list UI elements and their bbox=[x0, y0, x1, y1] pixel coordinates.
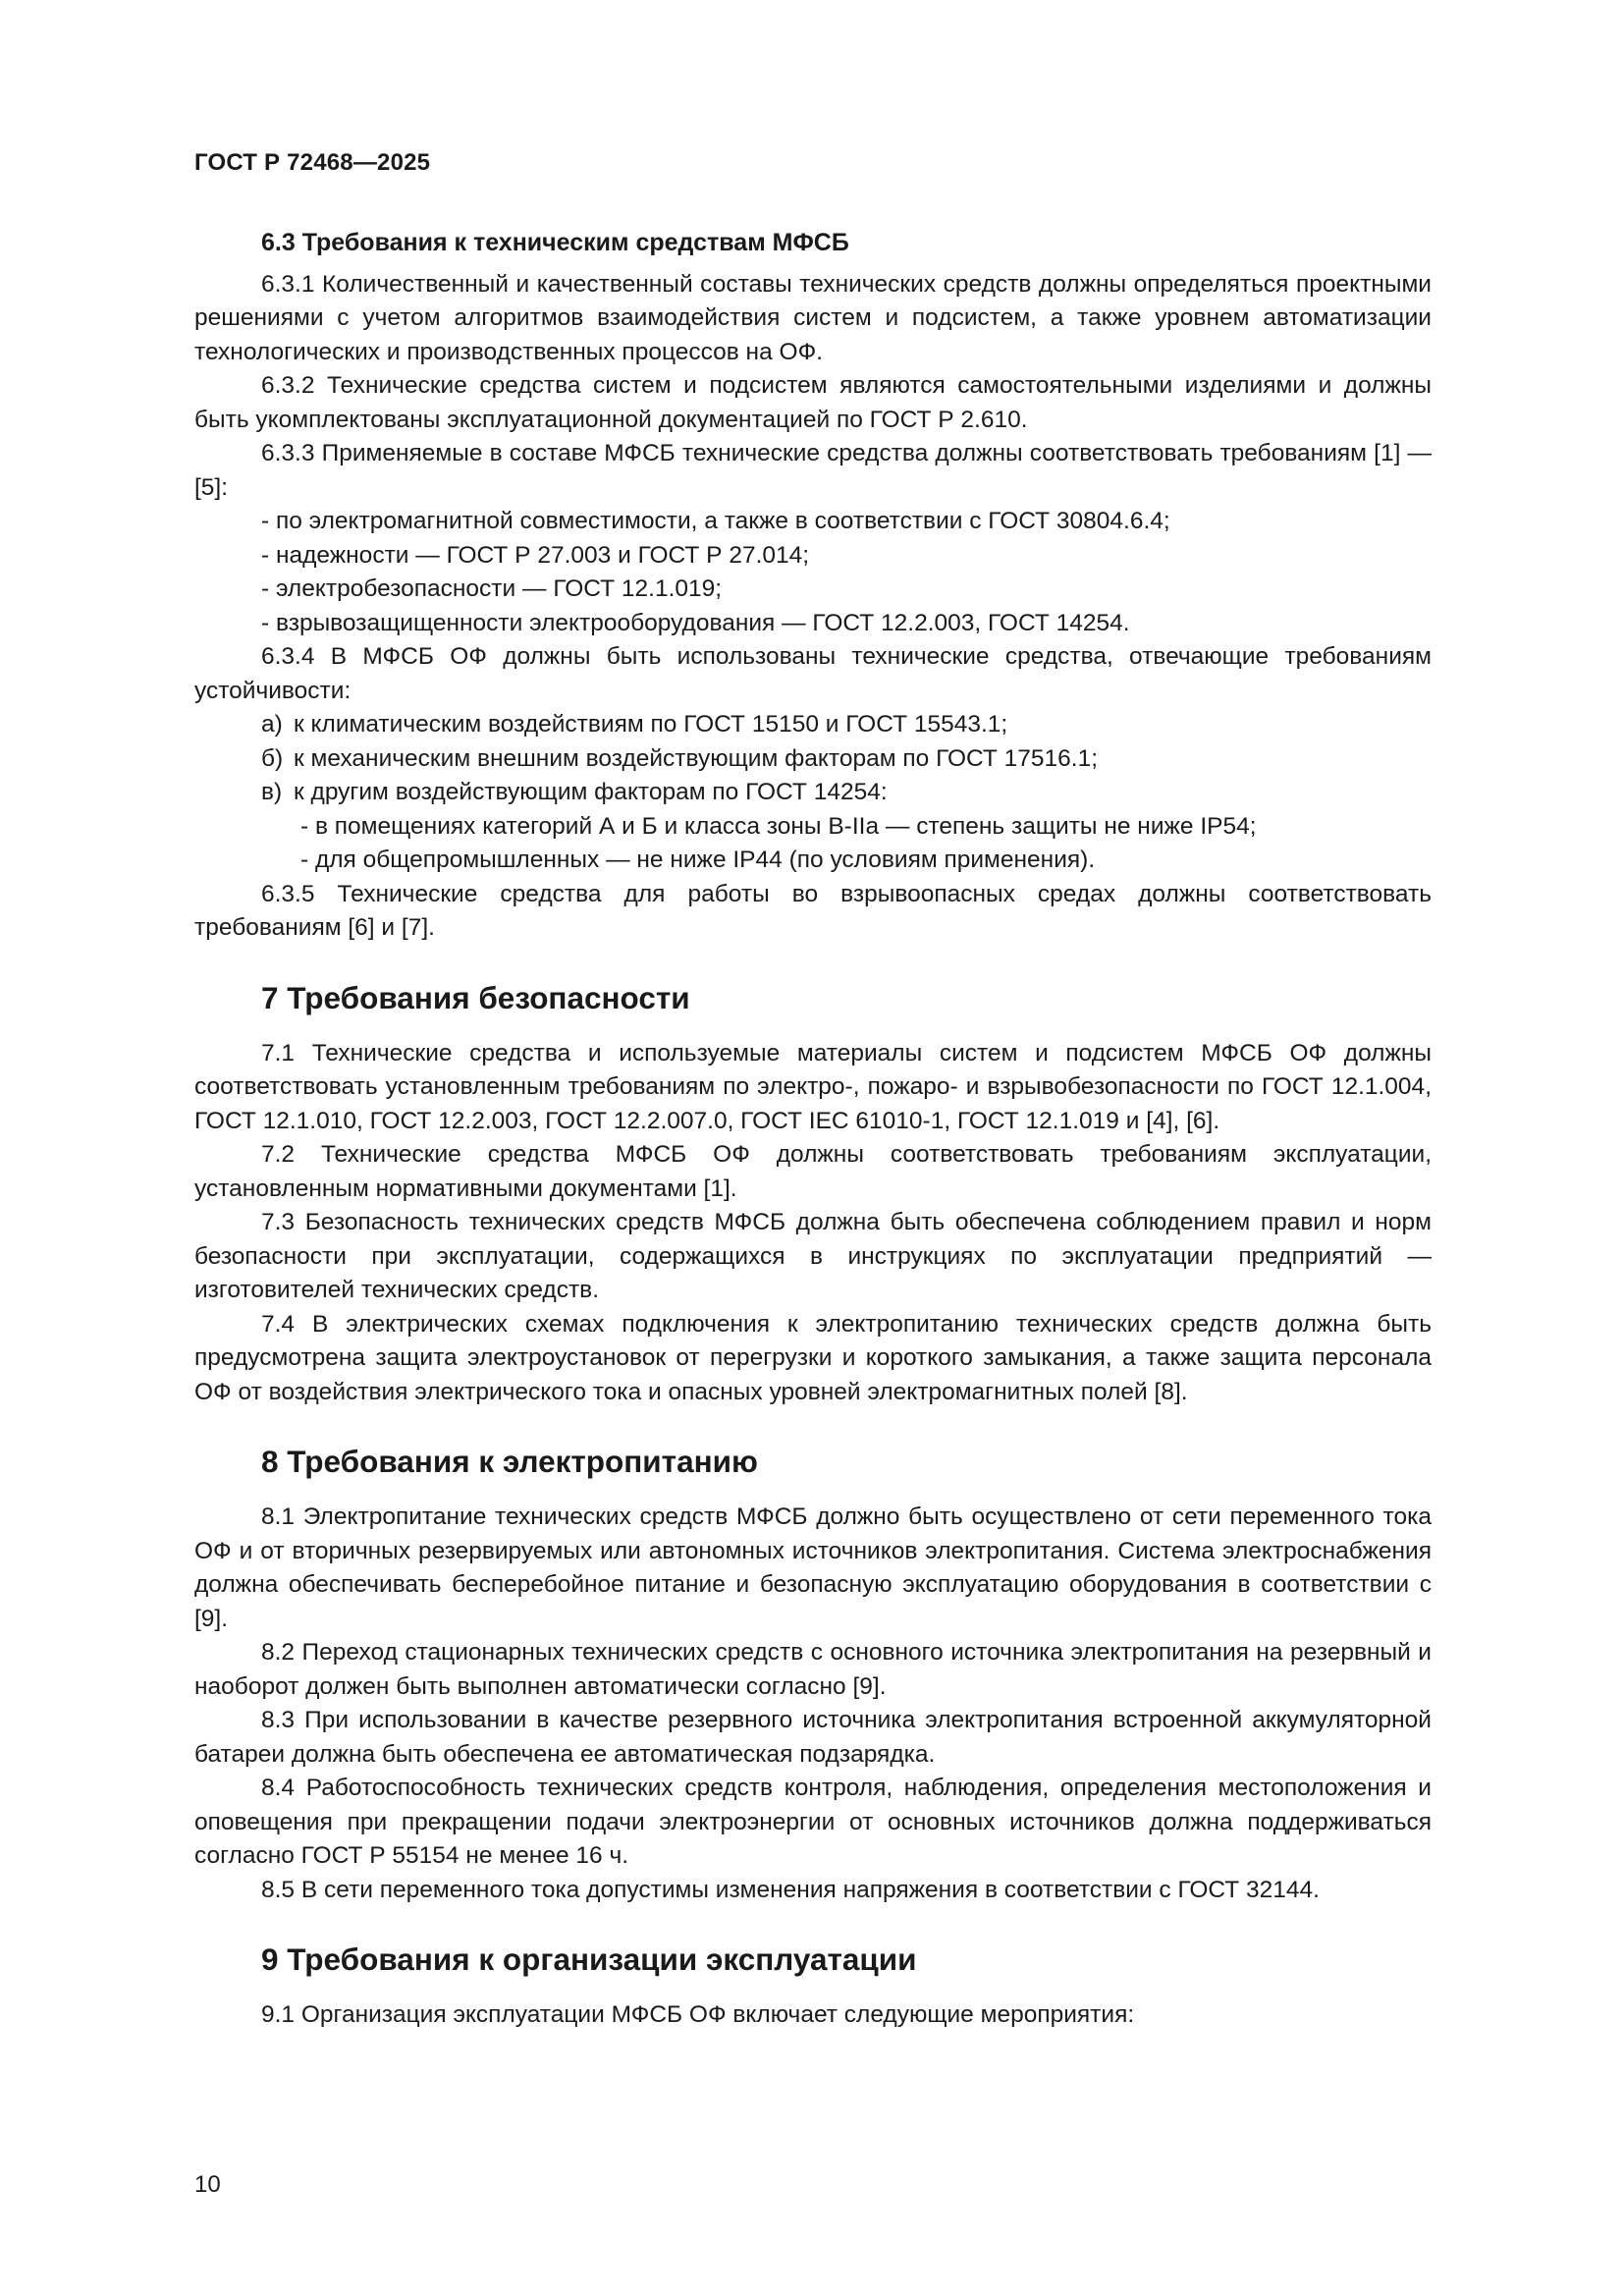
nested-list-item: - для общепромышленных — не ниже IP44 (по условиям применения). bbox=[300, 847, 1096, 873]
paragraph: 8.1 Электропитание технических средств МФСБ должно быть осуществлено от сети переменного тока ОФ и от вторичных резервируемых или автономных источников электропитания. Система электроснабжения должна обеспечивать бесперебойное питание и безопасную эксплуатацию оборудования в соответствии с [9]. bbox=[194, 1503, 1432, 1632]
lettered-item bbox=[194, 742, 1432, 777]
subsection-heading: 6.3 Требования к техническим средствам МФСБ bbox=[261, 229, 849, 256]
paragraph: 8.2 Переход стационарных технических средств с основного источника электропитания на резервный и наоборот должен быть выполнен автоматически согласно [9]. bbox=[194, 1639, 1432, 1700]
paragraph: 7.1 Технические средства и используемые материалы систем и подсистем МФСБ ОФ должны соответствовать установленным требованиям по электро-, пожаро- и взрывобезопасности по ГОСТ 12.1.004, ГОСТ 12.1.010, ГОСТ 12.2.003, ГОСТ 12.2.007.0, ГОСТ IEC 61010-1, ГОСТ 12.1.019 и [4], [6]. bbox=[194, 1039, 1432, 1134]
list-marker: б) bbox=[261, 744, 284, 772]
list-item: - по электромагнитной совместимости, а также в соответствии с ГОСТ 30804.6.4; bbox=[261, 508, 1170, 534]
paragraph: 9.1 Организация эксплуатации МФСБ ОФ включает следующие мероприятия: bbox=[261, 2001, 1135, 2028]
list-item-text: к другим воздействующим факторам по ГОСТ 14254: bbox=[294, 779, 888, 805]
lettered-item bbox=[194, 708, 1432, 742]
paragraph: 6.3.5 Технические средства для работы во взрывоопасных средах должны соответствовать требованиям [6] и [7]. bbox=[194, 880, 1432, 941]
lettered-item bbox=[194, 776, 1432, 810]
paragraph: 6.3.4 В МФСБ ОФ должны быть использованы технические средства, отвечающие требованиям устойчивости: bbox=[194, 643, 1432, 704]
nested-list-item: - в помещениях категорий А и Б и класса зоны В-IIа — степень защиты не ниже IP54; bbox=[300, 812, 1257, 840]
list-marker: а) bbox=[261, 711, 283, 738]
list-item: - взрывозащищенности электрооборудования — ГОСТ 12.2.003, ГОСТ 14254. bbox=[261, 609, 1130, 636]
paragraph: 7.2 Технические средства МФСБ ОФ должны соответствовать требованиям эксплуатации, установленным нормативными документами [1]. bbox=[194, 1141, 1432, 1202]
document-header: ГОСТ Р 72468—2025 bbox=[194, 149, 431, 176]
paragraph: 6.3.2 Технические средства систем и подсистем являются самостоятельными изделиями и должны быть укомплектованы эксплуатационной документацией по ГОСТ Р 2.610. bbox=[194, 372, 1432, 433]
list-item-text: к климатическим воздействиям по ГОСТ 15150 и ГОСТ 15543.1; bbox=[294, 711, 1008, 738]
list-marker: в) bbox=[261, 779, 283, 805]
paragraph: 6.3.3 Применяемые в составе МФСБ технические средства должны соответствовать требованиям [1] — [5]: bbox=[194, 440, 1432, 501]
paragraph: 8.5 В сети переменного тока допустимы изменения напряжения в соответствии с ГОСТ 32144. bbox=[261, 1876, 1320, 1903]
section-heading: 9 Требования к организации эксплуатации bbox=[261, 1941, 917, 1977]
paragraph: 6.3.1 Количественный и качественный составы технических средств должны определяться проектными решениями с учетом алгоритмов взаимодействия систем и подсистем, а также уровнем автоматизации технологических и производственных процессов на ОФ. bbox=[194, 270, 1432, 365]
document-body bbox=[194, 226, 1432, 2033]
page-number: 10 bbox=[194, 2171, 221, 2198]
list-item: - электробезопасности — ГОСТ 12.1.019; bbox=[261, 575, 723, 602]
section-heading: 7 Требования безопасности bbox=[261, 979, 690, 1015]
paragraph: 7.3 Безопасность технических средств МФСБ должна быть обеспечена соблюдением правил и норм безопасности при эксплуатации, содержащихся в инструкциях по эксплуатации предприятий — изготовителей технических средств. bbox=[194, 1209, 1432, 1303]
section-heading: 8 Требования к электропитанию bbox=[261, 1444, 758, 1479]
paragraph: 7.4 В электрических схемах подключения к электропитанию технических средств должна быть предусмотрена защита электроустановок от перегрузки и короткого замыкания, а также защита персонала ОФ от воздействия электрического тока и опасных уровней электромагнитных полей [8]. bbox=[194, 1310, 1432, 1405]
paragraph: 8.4 Работоспособность технических средств контроля, наблюдения, определения местоположения и оповещения при прекращении подачи электроэнергии от основных источников должна поддерживаться согласно ГОСТ Р 55154 не менее 16 ч. bbox=[194, 1775, 1432, 1869]
list-item: - надежности — ГОСТ Р 27.003 и ГОСТ Р 27.014; bbox=[261, 541, 810, 569]
list-item-text: к механическим внешним воздействующим факторам по ГОСТ 17516.1; bbox=[294, 744, 1099, 772]
paragraph: 8.3 При использовании в качестве резервного источника электропитания встроенной аккумуляторной батареи должна быть обеспечена ее автоматическая подзарядка. bbox=[194, 1707, 1432, 1768]
